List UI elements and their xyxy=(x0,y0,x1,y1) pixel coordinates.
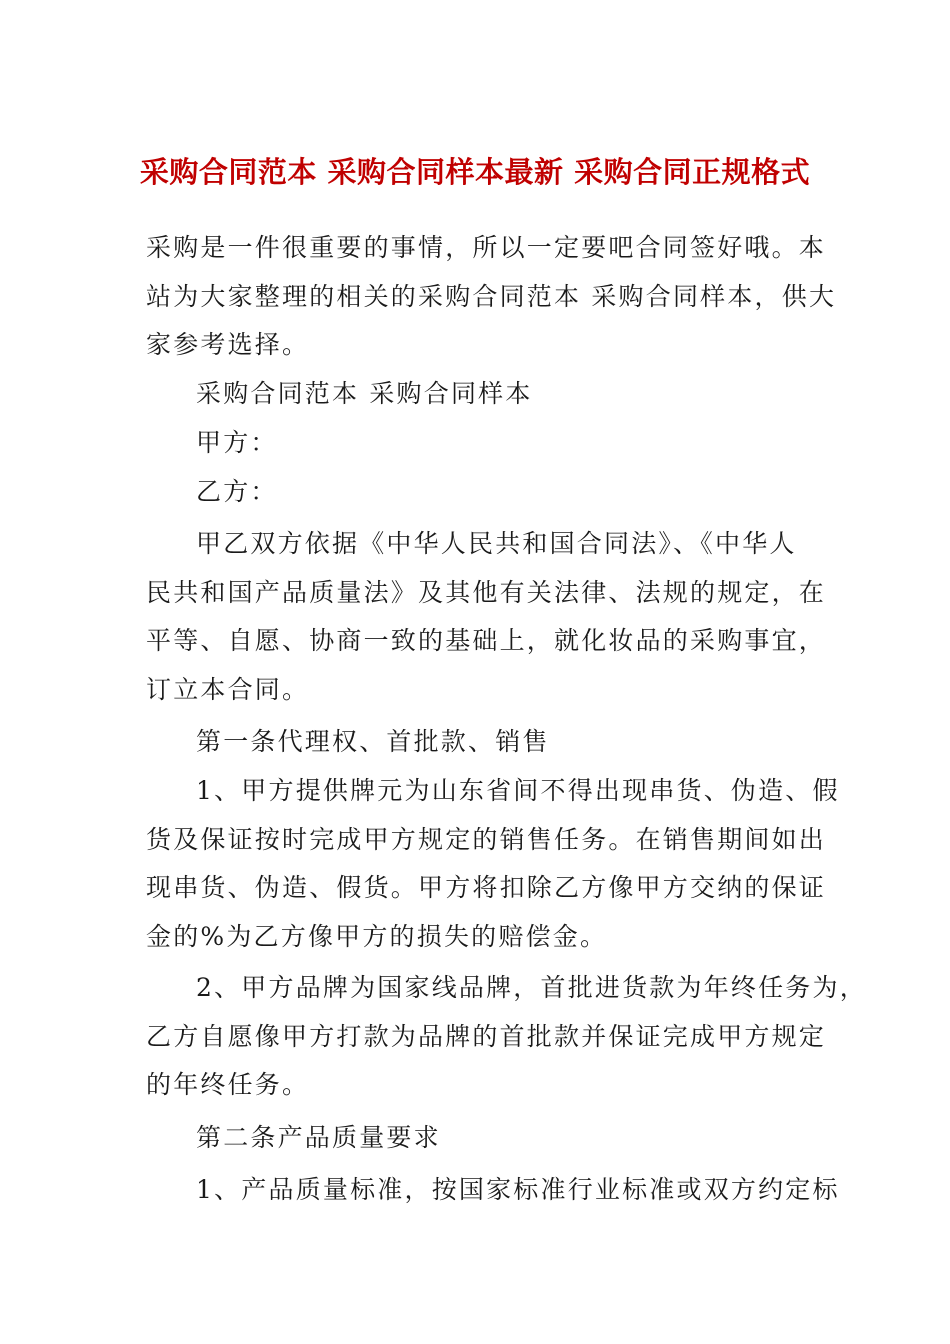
preamble-line: 民共和国产品质量法》及其他有关法律、法规的规定，在 xyxy=(146,577,827,607)
article1-item1 xyxy=(146,767,840,961)
article2-heading-text: 第二条产品质量要求 xyxy=(196,1123,441,1152)
article1-heading-text: 第一条代理权、首批款、销售 xyxy=(196,727,550,756)
party-b-label: 乙方： xyxy=(196,477,278,506)
intro-line: 站为大家整理的相关的采购合同范本 采购合同样本，供大 xyxy=(146,281,837,311)
preamble-paragraph xyxy=(146,520,827,714)
document-title: 采购合同范本 采购合同样本最新 采购合同正规格式 xyxy=(139,155,811,189)
preamble-line: 订立本合同。 xyxy=(146,674,310,704)
preamble-line: 平等、自愿、协商一致的基础上，就化妆品的采购事宜， xyxy=(146,626,827,655)
party-b-line xyxy=(146,468,806,517)
contract-subtitle-text: 采购合同范本 采购合同样本 xyxy=(196,379,533,408)
article1-item1-line: 货及保证按时完成甲方规定的销售任务。在销售期间如出 xyxy=(146,824,827,854)
article2-item1-line: 1、产品质量标准，按国家标准行业标准或双方约定标 xyxy=(196,1175,840,1204)
intro-line: 采购是一件很重要的事情，所以一定要吧合同签好哦。本 xyxy=(146,233,827,262)
article1-item2-line: 的年终任务。 xyxy=(146,1070,310,1099)
article1-heading xyxy=(146,718,806,767)
article1-item2-line: 乙方自愿像甲方打款为品牌的首批款并保证完成甲方规定 xyxy=(146,1021,827,1051)
article2-heading xyxy=(146,1114,806,1163)
article1-item2 xyxy=(146,964,867,1110)
article2-item1 xyxy=(146,1166,840,1215)
article1-item2-line: 2、甲方品牌为国家线品牌，首批进货款为年终任务为， xyxy=(196,973,867,1002)
contract-subtitle xyxy=(146,370,806,419)
preamble-line: 甲乙双方依据《中华人民共和国合同法》、《中华人 xyxy=(196,529,797,558)
article1-item1-line: 金的%为乙方像甲方的损失的赔偿金。 xyxy=(146,921,608,951)
intro-paragraph xyxy=(146,224,837,370)
intro-line: 家参考选择。 xyxy=(146,330,310,359)
article1-item1-line: 现串货、伪造、假货。甲方将扣除乙方像甲方交纳的保证 xyxy=(146,873,827,902)
article1-item1-line: 1、甲方提供牌元为山东省间不得出现串货、伪造、假 xyxy=(196,776,840,805)
party-a-line xyxy=(146,419,806,468)
party-a-label: 甲方： xyxy=(196,428,278,457)
